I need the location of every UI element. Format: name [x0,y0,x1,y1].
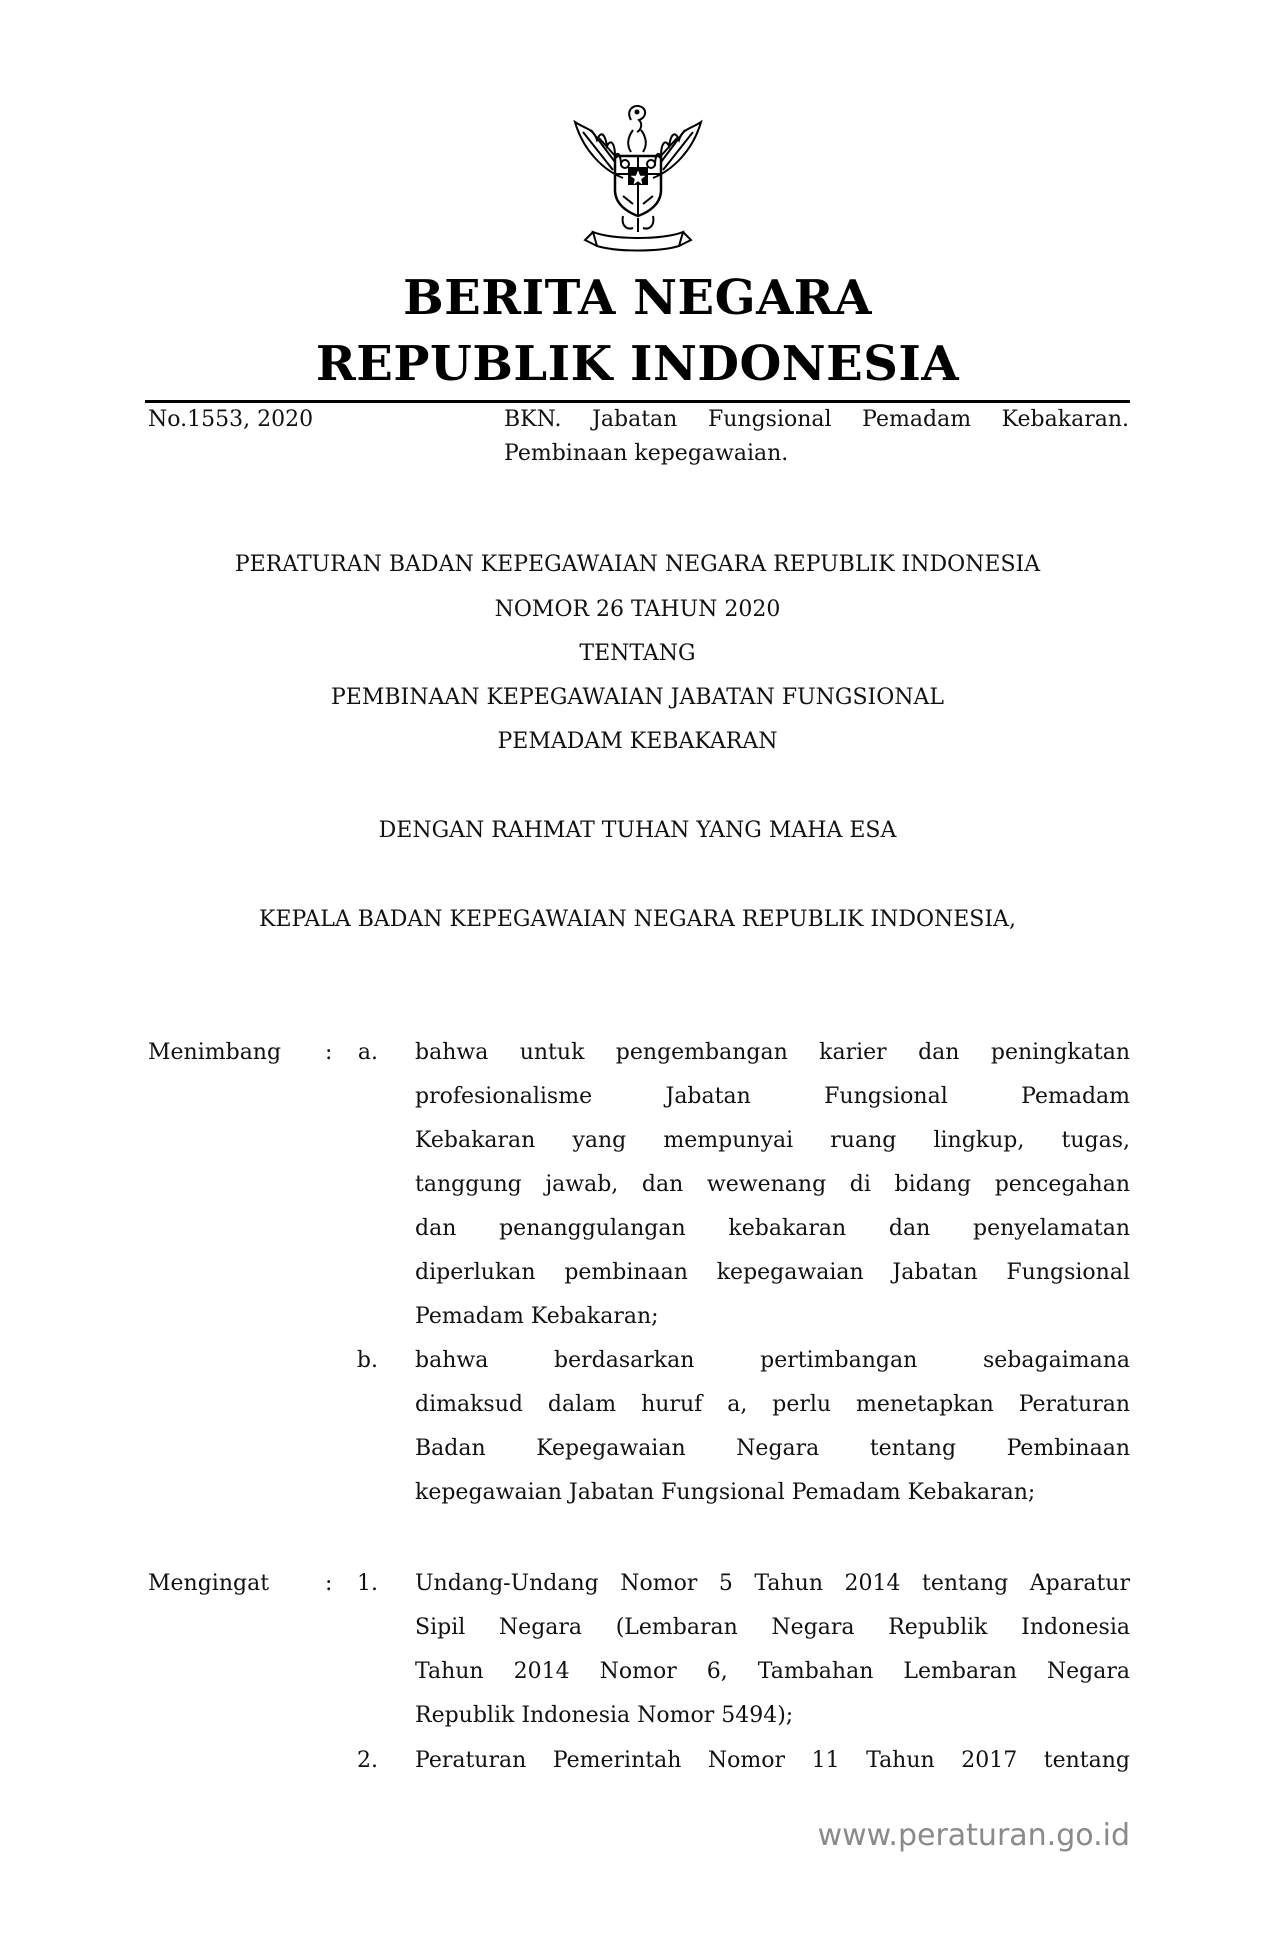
section-label-mengingat: Mengingat [148,1571,270,1596]
clause-line: diperlukan pembinaan kepegawaian Jabatan Fungsional [415,1260,1130,1285]
clause-text [415,1739,1130,1783]
clause-line: bahwa untuk pengembangan karier dan peningkatan [415,1040,1130,1065]
clause-line: profesionalisme Jabatan Fungsional Pemadam [415,1084,1130,1109]
clause-marker: 1. [357,1571,378,1596]
invocation: DENGAN RAHMAT TUHAN YANG MAHA ESA [378,818,897,843]
regulation-title-line: PERATURAN BADAN KEPEGAWAIAN NEGARA REPUBLIK INDONESIA [234,552,1041,577]
clause-line: dan penanggulangan kebakaran dan penyelamatan [415,1216,1130,1241]
gazette-number: No.1553, 2020 [148,407,314,432]
regulation-subject-line: PEMBINAAN KEPEGAWAIAN JABATAN FUNGSIONAL [330,685,944,710]
clause-line: Peraturan Pemerintah Nomor 11 Tahun 2017 tentang [415,1748,1130,1773]
clause-marker: 2. [357,1748,378,1773]
clause-text [415,1339,1130,1515]
clause-line: dimaksud dalam huruf a, perlu menetapkan Peraturan [415,1392,1130,1417]
clause-line: bahwa berdasarkan pertimbangan sebagaimana [415,1348,1130,1373]
masthead-subtitle: REPUBLIK INDONESIA [315,336,960,392]
authority: KEPALA BADAN KEPEGAWAIAN NEGARA REPUBLIK INDONESIA, [259,907,1016,932]
source-url[interactable]: www.peraturan.go.id [817,1818,1130,1853]
clause-line: Kebakaran yang mempunyai ruang lingkup, tugas, [415,1128,1130,1153]
regulation-about: TENTANG [579,641,696,666]
clause-text [415,1562,1130,1738]
section-colon: : [325,1571,333,1596]
clause-line: Sipil Negara (Lembaran Negara Republik Indonesia [415,1615,1130,1640]
gazette-subject-line: Pembinaan kepegawaian. [504,441,789,466]
clause-line: Tahun 2014 Nomor 6, Tambahan Lembaran Negara [415,1659,1130,1684]
masthead-title: BERITA NEGARA [403,270,872,326]
gazette-subject-line: BKN. Jabatan Fungsional Pemadam Kebakaran. [504,407,1129,432]
clause-marker: b. [356,1348,378,1373]
gazette-subject [504,403,1129,471]
clause-line: Badan Kepegawaian Negara tentang Pembinaan [415,1436,1130,1461]
clause-line: Pemadam Kebakaran; [415,1304,659,1329]
clause-line: Republik Indonesia Nomor 5494); [415,1703,794,1728]
clause-marker: a. [357,1040,378,1065]
regulation-number: NOMOR 26 TAHUN 2020 [494,597,781,622]
section-label-menimbang: Menimbang [148,1040,282,1065]
clause-line: kepegawaian Jabatan Fungsional Pemadam Kebakaran; [415,1480,1036,1505]
clause-text [415,1031,1130,1339]
section-colon: : [325,1040,333,1065]
clause-line: Undang-Undang Nomor 5 Tahun 2014 tentang Aparatur [415,1571,1130,1596]
garuda-pancasila-emblem-icon [553,100,723,260]
clause-line: tanggung jawab, dan wewenang di bidang pencegahan [415,1172,1130,1197]
regulation-subject-line: PEMADAM KEBAKARAN [497,729,778,754]
